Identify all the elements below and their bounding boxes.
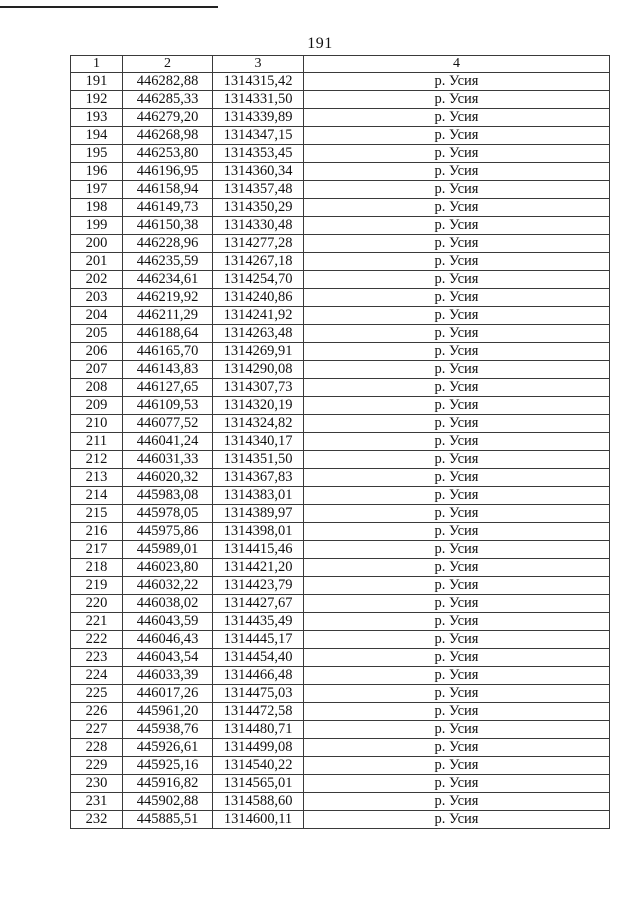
column-header-4: 4: [304, 56, 610, 73]
y-coordinate-cell: 1314277,28: [213, 235, 304, 253]
y-coordinate-cell: 1314290,08: [213, 361, 304, 379]
x-coordinate-cell: 446285,33: [123, 91, 213, 109]
point-number-cell: 225: [71, 685, 123, 703]
point-number-cell: 203: [71, 289, 123, 307]
description-cell: р. Усия: [304, 433, 610, 451]
description-cell: р. Усия: [304, 595, 610, 613]
x-coordinate-cell: 446046,43: [123, 631, 213, 649]
table-row: [71, 73, 610, 91]
point-number-cell: 224: [71, 667, 123, 685]
description-cell: р. Усия: [304, 127, 610, 145]
x-coordinate-cell: 446219,92: [123, 289, 213, 307]
table-row: [71, 631, 610, 649]
table-row: [71, 487, 610, 505]
y-coordinate-cell: 1314588,60: [213, 793, 304, 811]
x-coordinate-cell: 446077,52: [123, 415, 213, 433]
x-coordinate-cell: 446158,94: [123, 181, 213, 199]
y-coordinate-cell: 1314435,49: [213, 613, 304, 631]
table-row: [71, 649, 610, 667]
table-row: [71, 451, 610, 469]
x-coordinate-cell: 445983,08: [123, 487, 213, 505]
x-coordinate-cell: 446041,24: [123, 433, 213, 451]
y-coordinate-cell: 1314445,17: [213, 631, 304, 649]
point-number-cell: 217: [71, 541, 123, 559]
description-cell: р. Усия: [304, 685, 610, 703]
point-number-cell: 228: [71, 739, 123, 757]
point-number-cell: 210: [71, 415, 123, 433]
point-number-cell: 227: [71, 721, 123, 739]
table-row: [71, 199, 610, 217]
point-number-cell: 218: [71, 559, 123, 577]
y-coordinate-cell: 1314389,97: [213, 505, 304, 523]
x-coordinate-cell: 446149,73: [123, 199, 213, 217]
x-coordinate-cell: 446282,88: [123, 73, 213, 91]
table-row: [71, 541, 610, 559]
y-coordinate-cell: 1314499,08: [213, 739, 304, 757]
y-coordinate-cell: 1314241,92: [213, 307, 304, 325]
point-number-cell: 205: [71, 325, 123, 343]
table-row: [71, 685, 610, 703]
x-coordinate-cell: 446235,59: [123, 253, 213, 271]
table-row: [71, 811, 610, 829]
x-coordinate-cell: 446043,59: [123, 613, 213, 631]
description-cell: р. Усия: [304, 91, 610, 109]
y-coordinate-cell: 1314421,20: [213, 559, 304, 577]
y-coordinate-cell: 1314330,48: [213, 217, 304, 235]
y-coordinate-cell: 1314269,91: [213, 343, 304, 361]
x-coordinate-cell: 446253,80: [123, 145, 213, 163]
description-cell: р. Усия: [304, 775, 610, 793]
column-header-3: 3: [213, 56, 304, 73]
x-coordinate-cell: 445975,86: [123, 523, 213, 541]
x-coordinate-cell: 445961,20: [123, 703, 213, 721]
x-coordinate-cell: 446033,39: [123, 667, 213, 685]
point-number-cell: 204: [71, 307, 123, 325]
x-coordinate-cell: 445938,76: [123, 721, 213, 739]
y-coordinate-cell: 1314254,70: [213, 271, 304, 289]
y-coordinate-cell: 1314351,50: [213, 451, 304, 469]
table-row: [71, 181, 610, 199]
description-cell: р. Усия: [304, 451, 610, 469]
y-coordinate-cell: 1314466,48: [213, 667, 304, 685]
table-row: [71, 613, 610, 631]
table-row: [71, 415, 610, 433]
y-coordinate-cell: 1314540,22: [213, 757, 304, 775]
page-number: 191: [307, 35, 333, 52]
table-row: [71, 271, 610, 289]
y-coordinate-cell: 1314331,50: [213, 91, 304, 109]
x-coordinate-cell: 445978,05: [123, 505, 213, 523]
point-number-cell: 213: [71, 469, 123, 487]
point-number-cell: 211: [71, 433, 123, 451]
description-cell: р. Усия: [304, 613, 610, 631]
column-header-2: 2: [123, 56, 213, 73]
table-row: [71, 667, 610, 685]
x-coordinate-cell: 445925,16: [123, 757, 213, 775]
description-cell: р. Усия: [304, 397, 610, 415]
point-number-cell: 226: [71, 703, 123, 721]
x-coordinate-cell: 446038,02: [123, 595, 213, 613]
x-coordinate-cell: 446165,70: [123, 343, 213, 361]
description-cell: р. Усия: [304, 271, 610, 289]
table-row: [71, 325, 610, 343]
table-row: [71, 163, 610, 181]
x-coordinate-cell: 445916,82: [123, 775, 213, 793]
table-row: [71, 307, 610, 325]
point-number-cell: 219: [71, 577, 123, 595]
description-cell: р. Усия: [304, 145, 610, 163]
x-coordinate-cell: 446017,26: [123, 685, 213, 703]
description-cell: р. Усия: [304, 559, 610, 577]
y-coordinate-cell: 1314475,03: [213, 685, 304, 703]
point-number-cell: 208: [71, 379, 123, 397]
table-row: [71, 91, 610, 109]
point-number-cell: 220: [71, 595, 123, 613]
coordinates-table: [70, 55, 610, 829]
x-coordinate-cell: 446032,22: [123, 577, 213, 595]
table-row: [71, 217, 610, 235]
y-coordinate-cell: 1314423,79: [213, 577, 304, 595]
table-row: [71, 775, 610, 793]
description-cell: р. Усия: [304, 469, 610, 487]
x-coordinate-cell: 446196,95: [123, 163, 213, 181]
description-cell: р. Усия: [304, 523, 610, 541]
point-number-cell: 193: [71, 109, 123, 127]
y-coordinate-cell: 1314263,48: [213, 325, 304, 343]
x-coordinate-cell: 446043,54: [123, 649, 213, 667]
description-cell: р. Усия: [304, 181, 610, 199]
x-coordinate-cell: 446268,98: [123, 127, 213, 145]
y-coordinate-cell: 1314339,89: [213, 109, 304, 127]
description-cell: р. Усия: [304, 649, 610, 667]
point-number-cell: 202: [71, 271, 123, 289]
table-row: [71, 523, 610, 541]
table-body: [71, 73, 610, 829]
point-number-cell: 209: [71, 397, 123, 415]
description-cell: р. Усия: [304, 505, 610, 523]
x-coordinate-cell: 446234,61: [123, 271, 213, 289]
description-cell: р. Усия: [304, 307, 610, 325]
top-rule: [0, 6, 218, 8]
point-number-cell: 230: [71, 775, 123, 793]
point-number-cell: 191: [71, 73, 123, 91]
table-row: [71, 253, 610, 271]
point-number-cell: 194: [71, 127, 123, 145]
y-coordinate-cell: 1314347,15: [213, 127, 304, 145]
x-coordinate-cell: 446211,29: [123, 307, 213, 325]
table-row: [71, 433, 610, 451]
point-number-cell: 206: [71, 343, 123, 361]
y-coordinate-cell: 1314307,73: [213, 379, 304, 397]
point-number-cell: 229: [71, 757, 123, 775]
table-row: [71, 703, 610, 721]
table-row: [71, 343, 610, 361]
x-coordinate-cell: 445989,01: [123, 541, 213, 559]
description-cell: р. Усия: [304, 289, 610, 307]
y-coordinate-cell: 1314320,19: [213, 397, 304, 415]
y-coordinate-cell: 1314415,46: [213, 541, 304, 559]
table-row: [71, 397, 610, 415]
point-number-cell: 199: [71, 217, 123, 235]
table-row: [71, 739, 610, 757]
x-coordinate-cell: 446023,80: [123, 559, 213, 577]
y-coordinate-cell: 1314353,45: [213, 145, 304, 163]
y-coordinate-cell: 1314472,58: [213, 703, 304, 721]
y-coordinate-cell: 1314357,48: [213, 181, 304, 199]
point-number-cell: 207: [71, 361, 123, 379]
table-row: [71, 379, 610, 397]
x-coordinate-cell: 445885,51: [123, 811, 213, 829]
description-cell: р. Усия: [304, 73, 610, 91]
description-cell: р. Усия: [304, 217, 610, 235]
y-coordinate-cell: 1314367,83: [213, 469, 304, 487]
table-row: [71, 793, 610, 811]
y-coordinate-cell: 1314480,71: [213, 721, 304, 739]
description-cell: р. Усия: [304, 631, 610, 649]
column-header-1: 1: [71, 56, 123, 73]
table-row: [71, 505, 610, 523]
description-cell: р. Усия: [304, 577, 610, 595]
table-row: [71, 289, 610, 307]
x-coordinate-cell: 446020,32: [123, 469, 213, 487]
point-number-cell: 232: [71, 811, 123, 829]
point-number-cell: 223: [71, 649, 123, 667]
y-coordinate-cell: 1314340,17: [213, 433, 304, 451]
description-cell: р. Усия: [304, 721, 610, 739]
description-cell: р. Усия: [304, 235, 610, 253]
point-number-cell: 200: [71, 235, 123, 253]
x-coordinate-cell: 446127,65: [123, 379, 213, 397]
x-coordinate-cell: 446228,96: [123, 235, 213, 253]
point-number-cell: 192: [71, 91, 123, 109]
point-number-cell: 196: [71, 163, 123, 181]
y-coordinate-cell: 1314600,11: [213, 811, 304, 829]
y-coordinate-cell: 1314565,01: [213, 775, 304, 793]
point-number-cell: 212: [71, 451, 123, 469]
description-cell: р. Усия: [304, 541, 610, 559]
x-coordinate-cell: 446109,53: [123, 397, 213, 415]
description-cell: р. Усия: [304, 379, 610, 397]
y-coordinate-cell: 1314315,42: [213, 73, 304, 91]
x-coordinate-cell: 446188,64: [123, 325, 213, 343]
table-header-row: [71, 56, 610, 73]
table-row: [71, 145, 610, 163]
description-cell: р. Усия: [304, 163, 610, 181]
x-coordinate-cell: 445902,88: [123, 793, 213, 811]
point-number-cell: 221: [71, 613, 123, 631]
table-row: [71, 469, 610, 487]
table-row: [71, 595, 610, 613]
table-row: [71, 559, 610, 577]
table-row: [71, 721, 610, 739]
y-coordinate-cell: 1314324,82: [213, 415, 304, 433]
point-number-cell: 231: [71, 793, 123, 811]
point-number-cell: 216: [71, 523, 123, 541]
y-coordinate-cell: 1314427,67: [213, 595, 304, 613]
description-cell: р. Усия: [304, 703, 610, 721]
description-cell: р. Усия: [304, 487, 610, 505]
point-number-cell: 197: [71, 181, 123, 199]
description-cell: р. Усия: [304, 757, 610, 775]
description-cell: р. Усия: [304, 415, 610, 433]
x-coordinate-cell: 446143,83: [123, 361, 213, 379]
table-row: [71, 577, 610, 595]
y-coordinate-cell: 1314267,18: [213, 253, 304, 271]
description-cell: р. Усия: [304, 739, 610, 757]
table-row: [71, 361, 610, 379]
description-cell: р. Усия: [304, 811, 610, 829]
description-cell: р. Усия: [304, 325, 610, 343]
y-coordinate-cell: 1314398,01: [213, 523, 304, 541]
point-number-cell: 195: [71, 145, 123, 163]
point-number-cell: 222: [71, 631, 123, 649]
y-coordinate-cell: 1314240,86: [213, 289, 304, 307]
x-coordinate-cell: 446031,33: [123, 451, 213, 469]
x-coordinate-cell: 445926,61: [123, 739, 213, 757]
y-coordinate-cell: 1314350,29: [213, 199, 304, 217]
description-cell: р. Усия: [304, 199, 610, 217]
point-number-cell: 198: [71, 199, 123, 217]
x-coordinate-cell: 446279,20: [123, 109, 213, 127]
point-number-cell: 214: [71, 487, 123, 505]
description-cell: р. Усия: [304, 343, 610, 361]
y-coordinate-cell: 1314454,40: [213, 649, 304, 667]
description-cell: р. Усия: [304, 109, 610, 127]
table-row: [71, 109, 610, 127]
table-row: [71, 127, 610, 145]
point-number-cell: 215: [71, 505, 123, 523]
description-cell: р. Усия: [304, 253, 610, 271]
description-cell: р. Усия: [304, 361, 610, 379]
y-coordinate-cell: 1314360,34: [213, 163, 304, 181]
table-row: [71, 235, 610, 253]
table-row: [71, 757, 610, 775]
y-coordinate-cell: 1314383,01: [213, 487, 304, 505]
point-number-cell: 201: [71, 253, 123, 271]
description-cell: р. Усия: [304, 793, 610, 811]
description-cell: р. Усия: [304, 667, 610, 685]
x-coordinate-cell: 446150,38: [123, 217, 213, 235]
